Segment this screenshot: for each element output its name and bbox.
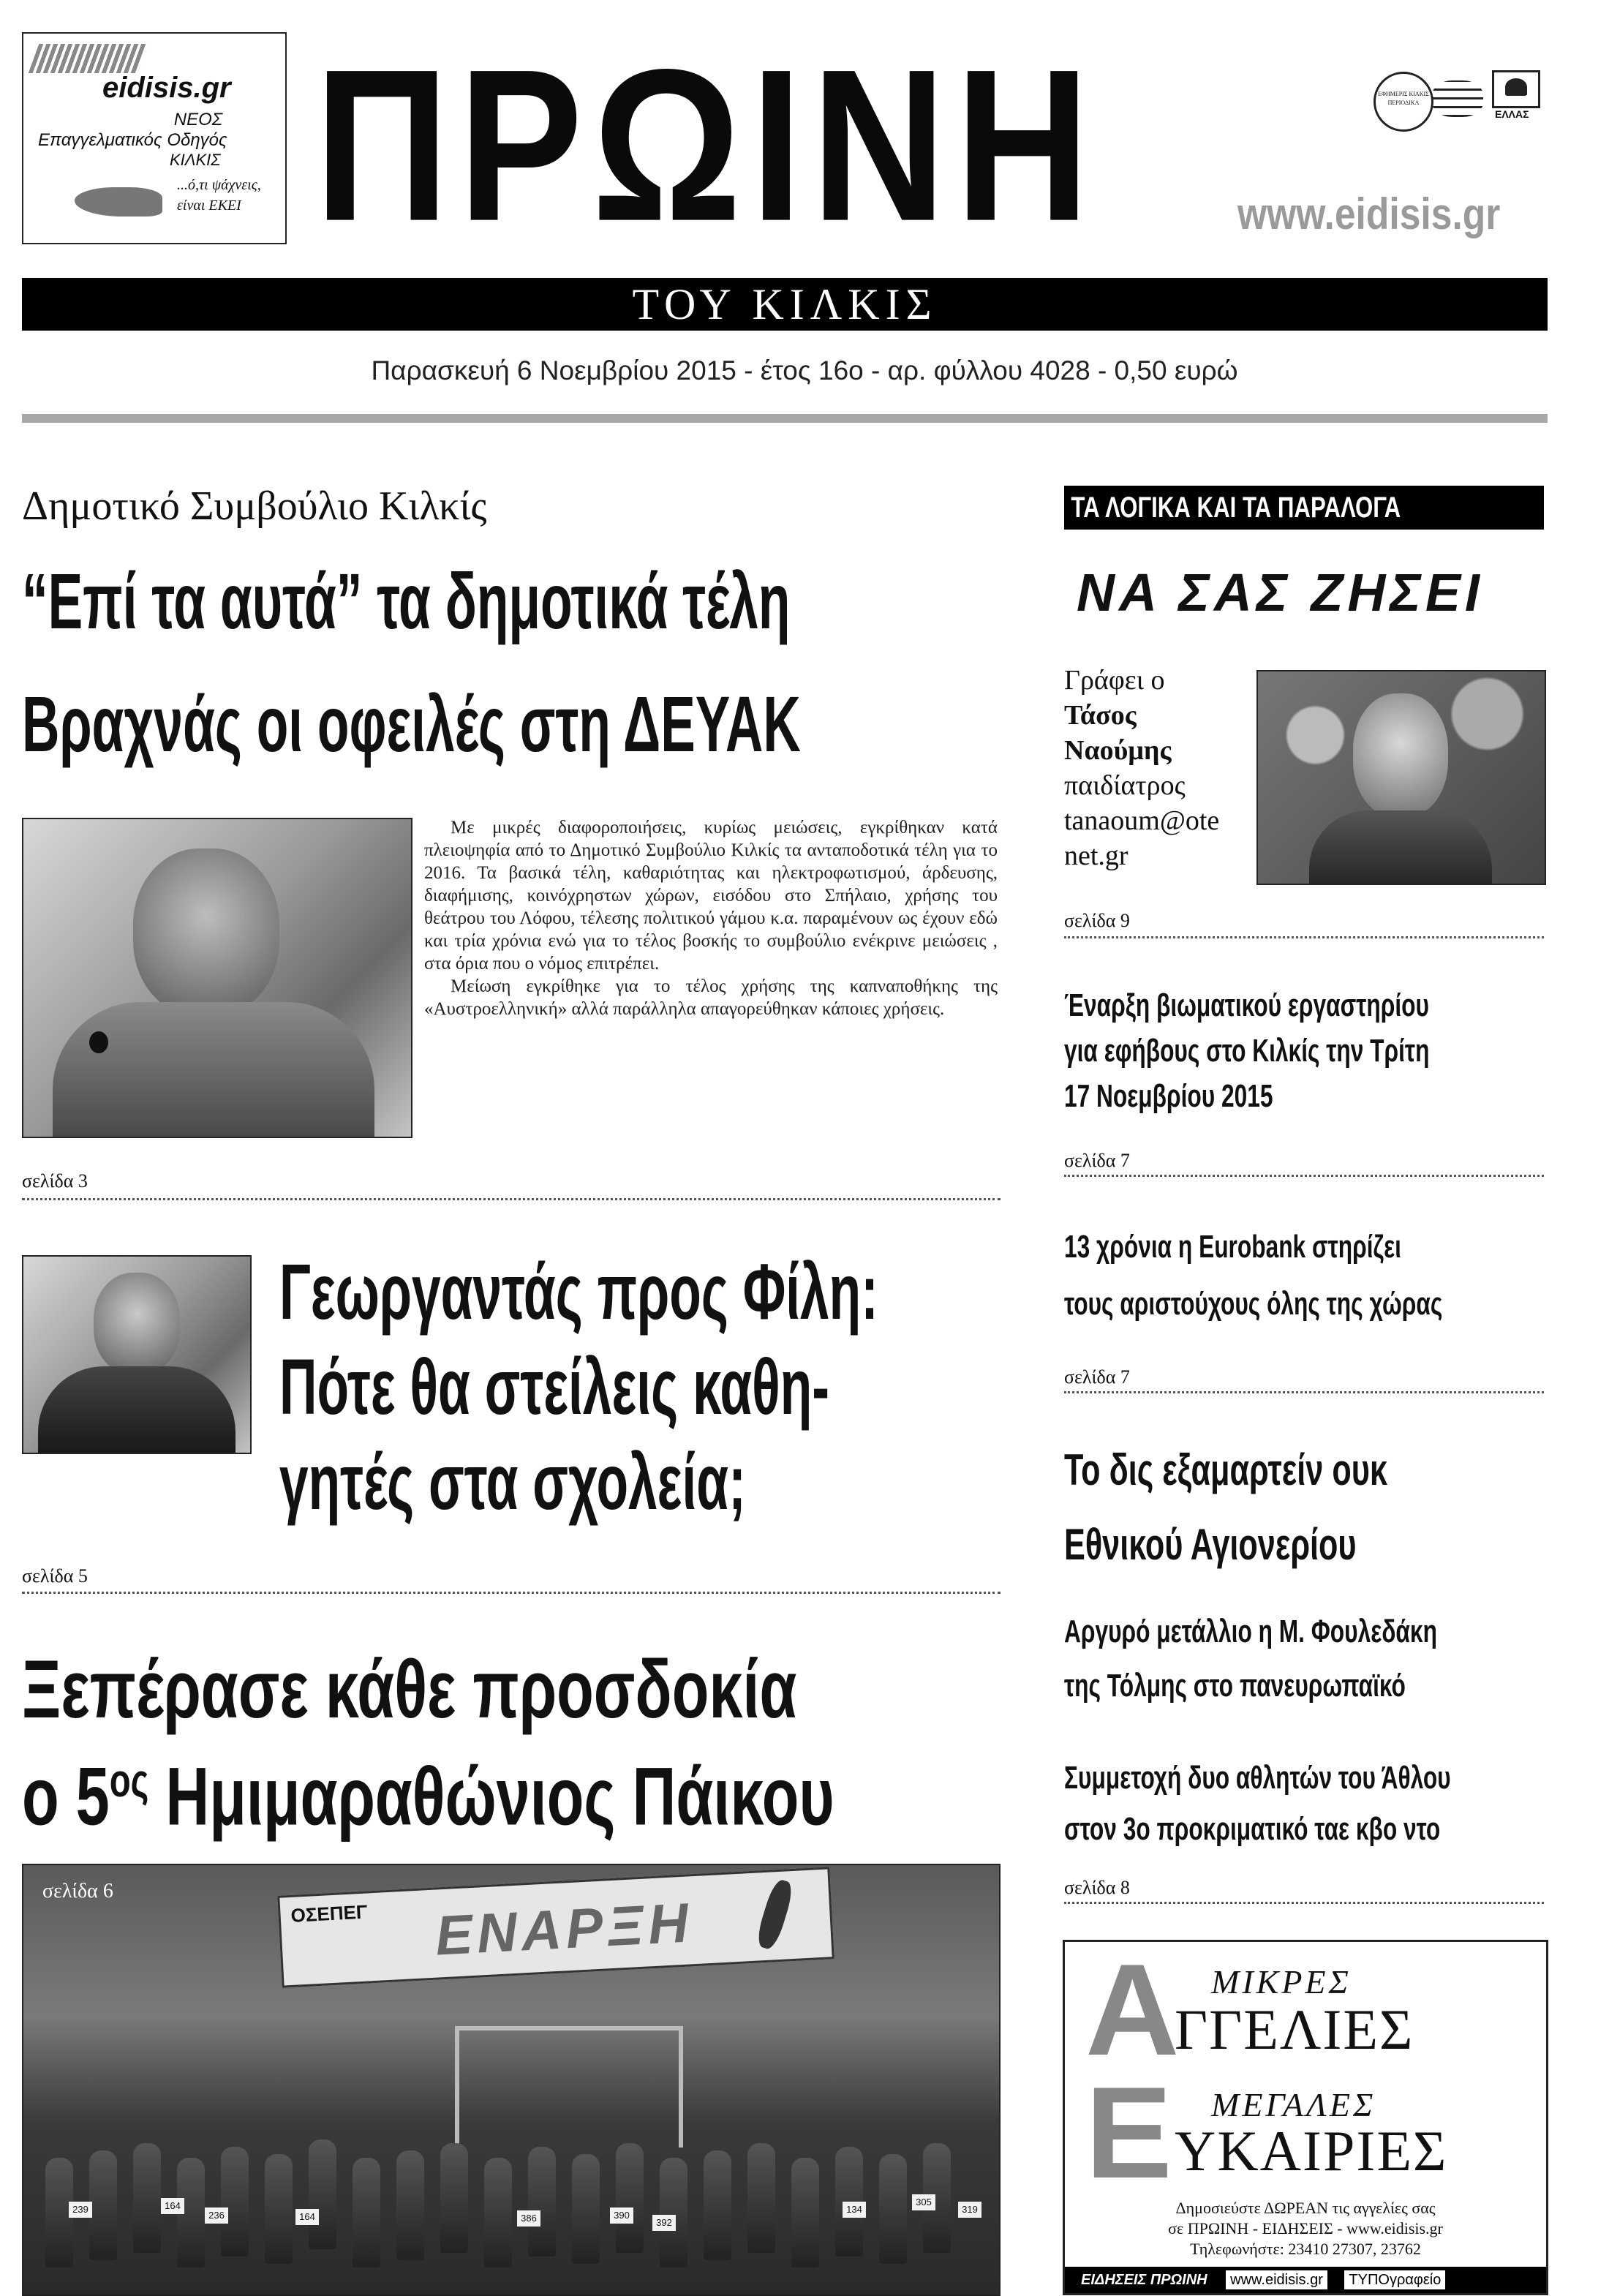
race-bib: 390: [610, 2207, 633, 2224]
side-story-1-line-1[interactable]: Έναρξη βιωματικού εργαστηρίου: [1064, 987, 1429, 1023]
microphone-icon: [89, 1031, 108, 1053]
lead-paragraph-2: Μείωση εγκρίθηκε για το τέλος χρήσης της καπναποθήκης της «Αυστροελληνική» αλλά παράλληλα απαγορεύθηκαν κάποιες χρήσεις.: [424, 976, 998, 1019]
side-story-5-line-2[interactable]: στον 3ο προκριματικό ταε κβο ντο: [1064, 1811, 1441, 1847]
second-page-ref[interactable]: σελίδα 5: [22, 1565, 88, 1587]
lead-paragraph-1: Με μικρές διαφοροποιήσεις, κυρίως μειώσεις, εγκρίθηκαν κατά πλειοψηφία από το Δημοτικό Συμβούλιο Κιλκίς τα ανταποδοτικά τέλη για το 2016. Τα βασικά τέλη, καθαριότητας και ηλεκτροφωτισμού, άρδευσης, διαφήμισης, κοινόχρηστων χώρων, εισόδου στο Σπήλαιο, χρήσης του θεάτρου του Λόφου, τέλεσης πολιτικού γάμου κ.α. παραμένουν ως έχουν εδώ και τρία χρόνια ενώ για το τέλος βοσκής το συμβούλιο ενέκρινε μειώσεις , στα όρια που ο νόμος επιτρέπει.: [424, 818, 998, 974]
classifieds-big-a: Α: [1085, 1940, 1180, 2082]
classifieds-info-line-2: σε ΠΡΩΙΝΗ - ΕΙΔΗΣΕΙΣ - www.eidisis.gr: [1168, 2219, 1443, 2237]
postal-stamp: [1368, 66, 1550, 132]
dateline: Παρασκευή 6 Νοεμβρίου 2015 - έτος 16ο - αρ. φύλλου 4028 - 0,50 ευρώ: [371, 355, 1238, 385]
start-banner: [277, 1867, 834, 1987]
sports-page-ref[interactable]: σελίδα 8: [1064, 1877, 1130, 1898]
advert-line-5: είναι ΕΚΕΙ: [177, 197, 241, 214]
classifieds-info-line-3: Τηλεφωνήστε: 23410 27307, 23762: [1190, 2240, 1421, 2258]
side-story-2-page-ref[interactable]: σελίδα 7: [1064, 1366, 1130, 1388]
second-headline-line-1[interactable]: Γεωργαντάς προς Φίλη:: [279, 1247, 878, 1336]
classifieds-footer-print: ΤΥΠΟγραφείο: [1344, 2270, 1445, 2289]
column-page-ref[interactable]: σελίδα 9: [1064, 910, 1130, 931]
classifieds-footer-web[interactable]: www.eidisis.gr: [1226, 2270, 1327, 2289]
cancel-lines-icon: [1432, 80, 1483, 117]
advert-brand: eidisis.gr: [102, 72, 231, 104]
masthead-rule: [22, 414, 1548, 423]
www-logo-icon: [29, 44, 149, 73]
race-bib: 236: [205, 2207, 228, 2224]
stamp-country: ΕΛΛΑΣ: [1495, 108, 1529, 120]
third-headline-line-2[interactable]: [22, 1735, 834, 1842]
classifieds-big-e: Ε: [1085, 2060, 1172, 2205]
race-start-photo: [22, 1864, 1001, 2296]
race-bib: 164: [161, 2198, 184, 2214]
third-headline-rest: Ημιμαραθώνιος Πάικου: [148, 1750, 834, 1843]
byline-first-name: Τάσος: [1064, 700, 1137, 731]
lead-kicker: Δημοτικό Συμβούλιο Κιλκίς: [22, 483, 487, 529]
divider: [1064, 1175, 1544, 1177]
third-page-ref[interactable]: σελίδα 6: [42, 1880, 113, 1902]
column-title[interactable]: ΝΑ ΣΑΣ ΖΗΣΕΙ: [1077, 564, 1484, 622]
classifieds-ad[interactable]: [1063, 1940, 1548, 2295]
seal-text: ΕΦΗΜΕΡΙΣ ΚΙΛΚΙΣ ΠΕΡΙΟΔΙΚΑ: [1378, 91, 1429, 106]
side-story-2-line-2[interactable]: τους αριστούχους όλης της χώρας: [1064, 1286, 1443, 1322]
banner-sponsor: ΟΣΕΠΕΓ: [290, 1900, 369, 1927]
classifieds-line-3: ΜΕΓΑΛΕΣ: [1211, 2086, 1376, 2123]
masthead-title: ΠΡΩΙΝΗ: [314, 24, 1099, 266]
classifieds-footer-brand: ΕΙΔΗΣΕΙΣ ΠΡΩΙΝΗ: [1081, 2272, 1207, 2288]
classifieds-line-1: ΜΙΚΡΕΣ: [1211, 1963, 1352, 2000]
divider: [1064, 936, 1544, 938]
lead-headline-line-2[interactable]: Βραχνάς οι οφειλές στη ΔΕΥΑΚ: [22, 680, 801, 768]
race-bib: 319: [958, 2202, 981, 2218]
divider: [1064, 1902, 1544, 1904]
third-headline-line-1[interactable]: Ξεπέρασε κάθε προσδοκία: [22, 1644, 797, 1735]
advert-line-1: ΝΕΟΣ: [173, 110, 223, 129]
lizard-logo-icon: [754, 1878, 796, 1951]
byline-intro: Γράφει ο: [1064, 665, 1165, 696]
classifieds-info-line-1: Δημοσιεύστε ΔΩΡΕΑΝ τις αγγελίες σας: [1175, 2199, 1436, 2217]
third-headline-ordinal: ος: [109, 1754, 149, 1807]
left-advert-box[interactable]: [22, 32, 287, 244]
side-story-2-line-1[interactable]: 13 χρόνια η Eurobank στηρίζει: [1064, 1229, 1401, 1265]
masthead-subtitle: ΤΟΥ ΚΙΛΚΙΣ: [632, 280, 938, 328]
banner-text: ΕΝΑΡΞΗ: [434, 1892, 695, 1968]
side-story-1-line-3[interactable]: 17 Νοεμβρίου 2015: [1064, 1078, 1273, 1114]
column-label-bar: [1064, 486, 1544, 530]
column-label: ΤΑ ΛΟΓΙΚΑ ΚΑΙ ΤΑ ΠΑΡΑΛΟΓΑ: [1071, 492, 1401, 524]
classifieds-info: [1065, 2198, 1546, 2259]
second-photo-man-in-suit: [22, 1255, 252, 1454]
race-bib: 134: [843, 2202, 866, 2218]
byline-last-name: Ναούμης: [1064, 735, 1172, 766]
side-story-4-line-1[interactable]: Αργυρό μετάλλιο η Μ. Φουλεδάκη: [1064, 1614, 1437, 1649]
second-headline-line-2[interactable]: Πότε θα στείλεις καθη-: [279, 1342, 829, 1431]
seal-icon: [1374, 72, 1433, 132]
advert-line-4: ...ό,τι ψάχνεις,: [177, 177, 261, 193]
race-bib: 305: [912, 2194, 935, 2210]
second-headline-line-3[interactable]: γητές στα σχολεία;: [279, 1437, 746, 1526]
side-story-1-line-2[interactable]: για εφήβους στο Κιλκίς την Τρίτη: [1064, 1033, 1430, 1069]
byline-profession: παιδίατρος: [1064, 770, 1186, 801]
divider: [1064, 1391, 1544, 1393]
masthead-website[interactable]: www.eidisis.gr: [1237, 189, 1501, 238]
race-bib: 164: [295, 2209, 319, 2225]
side-story-4-line-2[interactable]: της Τόλμης στο πανευρωπαϊκό: [1064, 1668, 1406, 1704]
column-byline: [1064, 663, 1219, 873]
divider: [22, 1592, 1001, 1594]
side-story-1-page-ref[interactable]: σελίδα 7: [1064, 1150, 1130, 1171]
race-bib: 392: [652, 2215, 676, 2231]
advert-line-2: Επαγγελματικός Οδηγός: [38, 130, 227, 150]
columnist-photo: [1256, 670, 1546, 885]
divider: [22, 1198, 1001, 1200]
lead-body: [424, 816, 998, 1020]
hand-pointer-icon: [75, 187, 162, 217]
post-horn-icon: [1492, 70, 1540, 108]
classifieds-line-4: ΥΚΑΙΡΙΕΣ: [1175, 2119, 1448, 2183]
side-story-3-line-2[interactable]: Εθνικού Αγιονερίου: [1064, 1520, 1357, 1569]
advert-line-3: ΚΙΛΚΙΣ: [170, 151, 221, 169]
side-story-3-line-1[interactable]: Το δις εξαμαρτείν ουκ: [1064, 1445, 1387, 1494]
byline-email-2: net.gr: [1064, 840, 1128, 871]
lead-headline-line-1[interactable]: “Επί τα αυτά” τα δημοτικά τέλη: [22, 557, 791, 645]
side-story-5-line-1[interactable]: Συμμετοχή δυο αθλητών του Άθλου: [1064, 1760, 1451, 1796]
race-bib: 386: [517, 2210, 540, 2227]
subtitle-bar: [22, 278, 1548, 331]
lead-page-ref[interactable]: σελίδα 3: [22, 1170, 88, 1192]
classifieds-footer-bar: [1065, 2267, 1546, 2293]
classifieds-line-2: ΓΓΕΛΙΕΣ: [1175, 1998, 1414, 2061]
byline-email-1: tanaoum@ote: [1064, 805, 1220, 836]
third-headline-prefix: ο 5: [22, 1750, 110, 1843]
lead-photo-man-at-microphone: [22, 818, 412, 1138]
runners-crowd: [23, 2128, 999, 2295]
race-bib: 239: [69, 2202, 92, 2218]
